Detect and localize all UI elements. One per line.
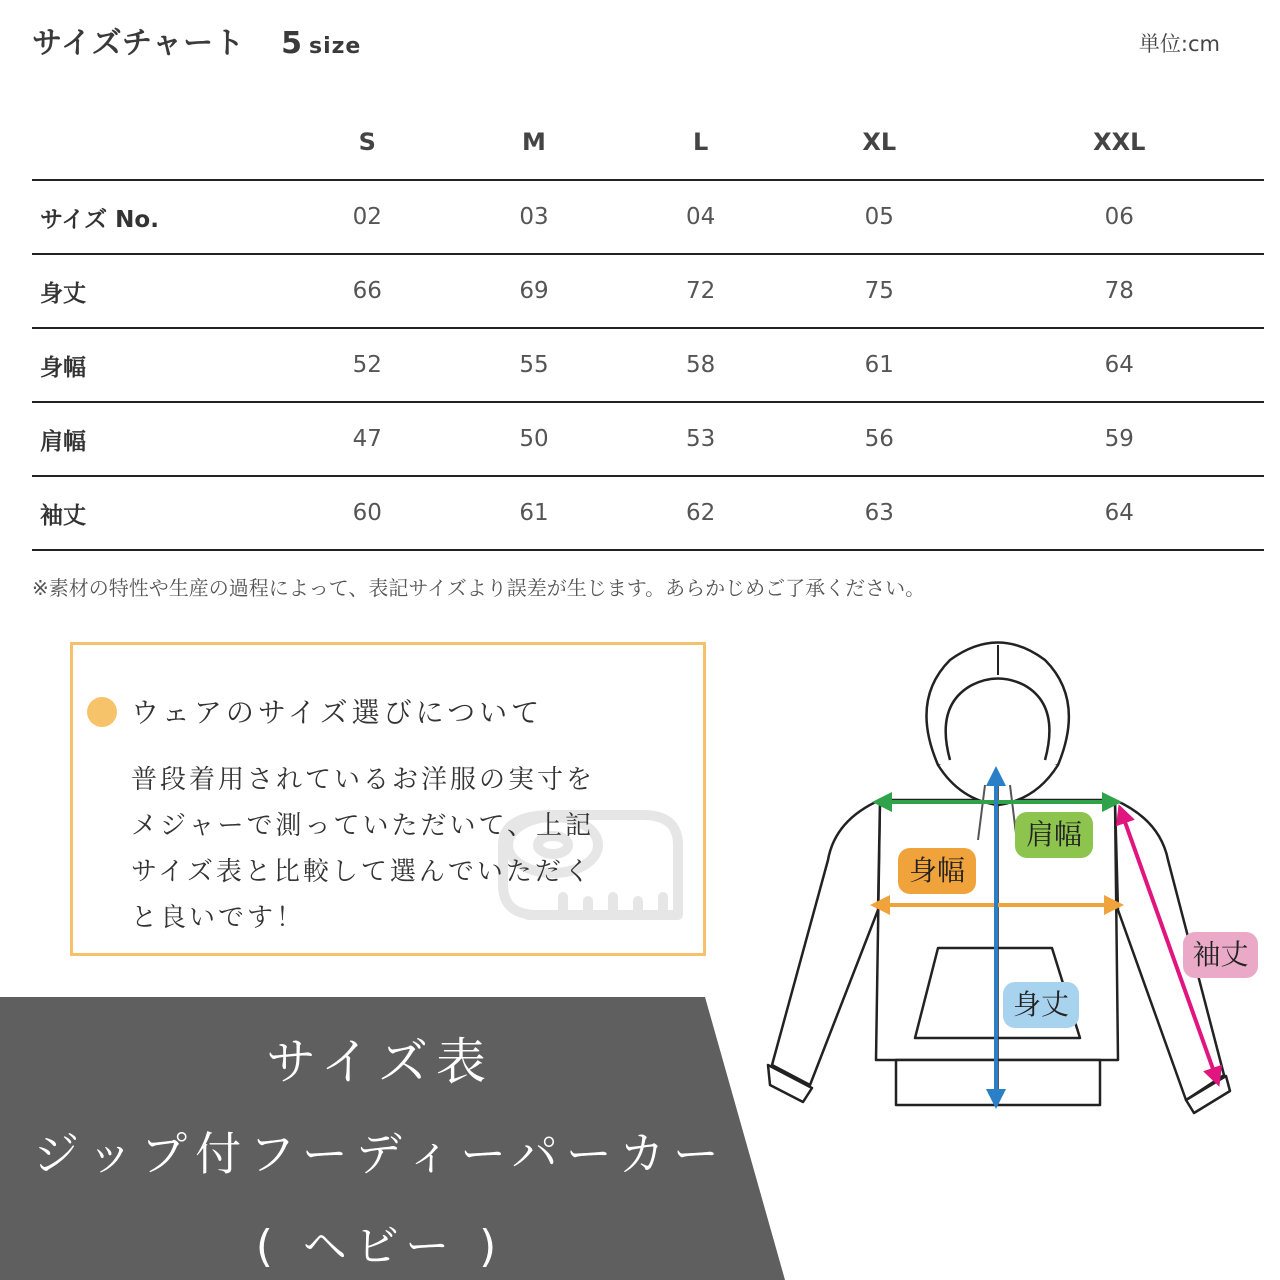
table-cell: 60 [284,476,451,550]
table-cell: 05 [784,180,975,254]
table-cell: 75 [784,254,975,328]
size-count-label: size [308,34,362,59]
table-cell: 64 [975,328,1264,402]
table-cell: 59 [975,402,1264,476]
table-cell: 63 [784,476,975,550]
table-cell: 50 [451,402,618,476]
chart-title-text: サイズチャート [32,26,246,61]
unit-label: 単位:cm [1138,32,1220,56]
disclaimer-note: ※素材の特性や生産の過程によって、表記サイズより誤差が生じます。あらかじめご了承ください。 [32,576,926,600]
table-cell: 78 [975,254,1264,328]
size-count: 5 [281,26,303,61]
column-header: L [617,105,784,180]
body-length-tag: 身丈 [1003,982,1079,1028]
table-cell: 62 [617,476,784,550]
body-width-tag: 身幅 [898,848,976,894]
table-cell: 61 [451,476,618,550]
table-cell: 56 [784,402,975,476]
table-cell: 52 [284,328,451,402]
table-cell: 72 [617,254,784,328]
shoulder-width-tag: 肩幅 [1015,812,1093,858]
banner-title: サイズ表 [266,1033,494,1091]
table-cell: 66 [284,254,451,328]
table-cell: 69 [451,254,618,328]
guide-heading: ウェアのサイズ選びについて [131,696,544,729]
table-cell: 04 [617,180,784,254]
table-cell: 03 [451,180,618,254]
table-cell: 06 [975,180,1264,254]
table-cell: 53 [617,402,784,476]
hoodie-diagram [760,635,1260,1125]
table-cell: 55 [451,328,618,402]
column-header: M [451,105,618,180]
banner-variant: ( ヘビー ) [255,1221,505,1272]
sleeve-length-tag: 袖丈 [1183,932,1258,978]
column-header: XXL [975,105,1264,180]
column-header: S [284,105,451,180]
table-cell: 61 [784,328,975,402]
guide-line: サイズ表と比較して選んでいただく [131,857,593,887]
guide-line: と良いです！ [131,903,306,933]
guide-line: 普段着用されているお洋服の実寸を [131,765,596,795]
table-cell: 58 [617,328,784,402]
column-header: XL [784,105,975,180]
row-label: 身丈 [32,254,284,328]
table-cell: 64 [975,476,1264,550]
guide-line: メジャーで測っていただいて、上記 [131,811,594,841]
row-label: 身幅 [32,328,284,402]
table-cell: 02 [284,180,451,254]
row-label: 肩幅 [32,402,284,476]
row-label: 袖丈 [32,476,284,550]
row-label: サイズ No. [32,180,284,254]
banner-product-name: ジップ付フーディーパーカー [33,1127,727,1181]
table-cell: 47 [284,402,451,476]
